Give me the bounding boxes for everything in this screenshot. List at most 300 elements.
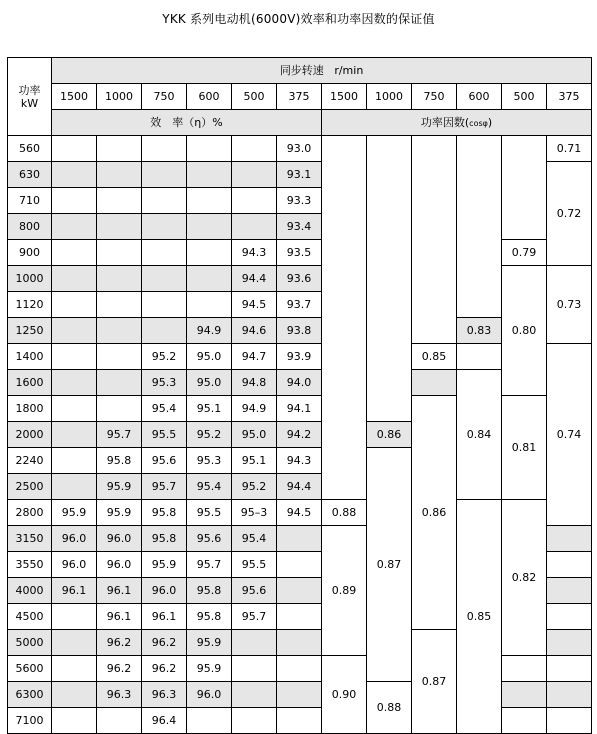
cell-text: 0.87 xyxy=(421,675,447,688)
cell-text: 95.7 xyxy=(241,610,267,623)
cell-text: 750 xyxy=(423,90,445,103)
cell-text: 96.0 xyxy=(106,532,132,545)
efficiency-cell xyxy=(97,422,142,448)
efficiency-cell xyxy=(277,396,322,422)
power-value xyxy=(8,162,52,188)
efficiency-cell xyxy=(187,604,232,630)
cell-text: 95.2 xyxy=(151,350,177,363)
cell-text: 95.9 xyxy=(106,506,132,519)
speed-value xyxy=(322,84,367,110)
cell-text: 1120 xyxy=(15,298,44,311)
efficiency-cell xyxy=(52,708,97,734)
efficiency-cell xyxy=(187,708,232,734)
efficiency-header xyxy=(52,110,322,136)
cell-text: 5600 xyxy=(15,662,44,675)
efficiency-cell xyxy=(97,162,142,188)
cell-text: 0.83 xyxy=(466,324,492,337)
cell-text: 710 xyxy=(19,194,40,207)
cell-text: 93.4 xyxy=(286,220,312,233)
efficiency-cell xyxy=(277,500,322,526)
efficiency-cell xyxy=(97,292,142,318)
efficiency-cell xyxy=(232,682,277,708)
speed-value xyxy=(412,84,457,110)
efficiency-cell xyxy=(277,214,322,240)
power-value xyxy=(8,630,52,656)
power-factor-cell xyxy=(547,266,592,344)
efficiency-cell xyxy=(142,292,187,318)
efficiency-cell xyxy=(142,240,187,266)
efficiency-cell xyxy=(277,344,322,370)
cell-text: 96.0 xyxy=(196,688,222,701)
power-value xyxy=(8,474,52,500)
efficiency-cell xyxy=(187,240,232,266)
power-factor-cell xyxy=(502,682,547,708)
cell-text: 95.2 xyxy=(196,428,222,441)
efficiency-cell xyxy=(97,240,142,266)
efficiency-cell xyxy=(277,422,322,448)
efficiency-cell xyxy=(97,448,142,474)
cell-text: 95.9 xyxy=(196,636,222,649)
efficiency-cell xyxy=(52,526,97,552)
cell-text: 95.6 xyxy=(196,532,222,545)
efficiency-cell xyxy=(232,578,277,604)
cell-text: 95.7 xyxy=(196,558,222,571)
efficiency-cell xyxy=(97,396,142,422)
cell-text: 93.1 xyxy=(286,168,312,181)
power-factor-cell xyxy=(547,162,592,266)
cell-text: 94.5 xyxy=(286,506,312,519)
efficiency-cell xyxy=(277,188,322,214)
cell-text: 1500 xyxy=(330,90,358,103)
cell-text: 95.6 xyxy=(151,454,177,467)
efficiency-cell xyxy=(97,682,142,708)
speed-unit: r/min xyxy=(334,64,364,77)
cell-text: 0.86 xyxy=(421,506,447,519)
efficiency-cell xyxy=(277,292,322,318)
cell-text: 0.72 xyxy=(556,207,582,220)
speed-value xyxy=(367,84,412,110)
cell-text: 94.5 xyxy=(241,298,267,311)
cell-text: 96.0 xyxy=(61,558,87,571)
efficiency-cell xyxy=(232,604,277,630)
cell-text: 95.9 xyxy=(106,480,132,493)
efficiency-cell xyxy=(52,448,97,474)
cell-text: 96.0 xyxy=(106,558,132,571)
speed-value xyxy=(52,84,97,110)
cell-text: 95.3 xyxy=(151,376,177,389)
power-value xyxy=(8,526,52,552)
speed-label: 同步转速 xyxy=(279,64,324,77)
efficiency-cell xyxy=(232,344,277,370)
power-header xyxy=(8,58,52,136)
cell-text: 600 xyxy=(468,90,490,103)
efficiency-cell xyxy=(52,162,97,188)
power-factor-cell xyxy=(547,136,592,162)
efficiency-cell xyxy=(232,552,277,578)
efficiency-cell xyxy=(187,396,232,422)
cell-text: 96.4 xyxy=(151,714,177,727)
efficiency-cell xyxy=(187,214,232,240)
efficiency-cell xyxy=(142,682,187,708)
efficiency-cell xyxy=(52,370,97,396)
power-value xyxy=(8,682,52,708)
power-factor-cell xyxy=(322,136,367,500)
efficiency-cell xyxy=(97,188,142,214)
efficiency-cell xyxy=(97,578,142,604)
cell-text: 95.0 xyxy=(241,428,267,441)
speed-value xyxy=(547,84,592,110)
cell-text: 95.8 xyxy=(196,584,222,597)
power-factor-cell xyxy=(457,344,502,370)
power-value xyxy=(8,240,52,266)
cell-text: 95.7 xyxy=(106,428,132,441)
efficiency-cell xyxy=(232,526,277,552)
cell-text: 96.0 xyxy=(151,584,177,597)
efficiency-cell xyxy=(142,630,187,656)
efficiency-cell xyxy=(142,266,187,292)
cell-text: 2000 xyxy=(15,428,44,441)
power-value xyxy=(8,448,52,474)
efficiency-cell xyxy=(97,344,142,370)
efficiency-cell xyxy=(142,526,187,552)
cell-text: 94.4 xyxy=(241,272,267,285)
efficiency-cell xyxy=(277,630,322,656)
cell-text: 96.2 xyxy=(151,662,177,675)
power-value xyxy=(8,656,52,682)
cell-text: 500 xyxy=(513,90,535,103)
cell-text: 95.0 xyxy=(196,376,222,389)
efficiency-cell xyxy=(187,552,232,578)
pf-symbol: cosφ xyxy=(469,118,488,128)
speed-value xyxy=(232,84,277,110)
cell-text: 1000 xyxy=(15,272,44,285)
power-factor-cell xyxy=(412,396,457,630)
cell-text: 95.0 xyxy=(196,350,222,363)
cell-text: 95.5 xyxy=(151,428,177,441)
cell-text: 93.5 xyxy=(286,246,312,259)
power-factor-cell xyxy=(547,526,592,552)
efficiency-cell xyxy=(97,214,142,240)
power-factor-cell xyxy=(412,136,457,344)
cell-text: 96.3 xyxy=(151,688,177,701)
efficiency-cell xyxy=(52,630,97,656)
cell-text: 3550 xyxy=(15,558,44,571)
cell-text: 375 xyxy=(288,90,310,103)
efficiency-cell xyxy=(97,526,142,552)
efficiency-cell xyxy=(187,422,232,448)
efficiency-cell xyxy=(277,552,322,578)
efficiency-cell xyxy=(277,474,322,500)
table-title: YKK 系列电动机(6000V)效率和功率因数的保证值 xyxy=(162,12,435,26)
cell-text: 600 xyxy=(198,90,220,103)
efficiency-cell xyxy=(187,630,232,656)
power-value xyxy=(8,318,52,344)
cell-text: 96.1 xyxy=(106,610,132,623)
efficiency-cell xyxy=(97,656,142,682)
cell-text: 95.8 xyxy=(196,610,222,623)
efficiency-cell xyxy=(142,318,187,344)
efficiency-pf-table xyxy=(7,57,592,734)
power-factor-cell xyxy=(367,422,412,448)
power-value xyxy=(8,266,52,292)
efficiency-cell xyxy=(187,448,232,474)
cell-text: 6300 xyxy=(15,688,44,701)
efficiency-cell xyxy=(232,162,277,188)
cell-text: 94.6 xyxy=(241,324,267,337)
efficiency-cell xyxy=(52,292,97,318)
efficiency-cell xyxy=(52,136,97,162)
cell-text: 0.73 xyxy=(556,298,582,311)
efficiency-cell xyxy=(232,708,277,734)
table-row xyxy=(8,708,592,734)
efficiency-cell xyxy=(232,292,277,318)
cell-text: 95.2 xyxy=(241,480,267,493)
cell-text: 96.1 xyxy=(151,610,177,623)
efficiency-cell xyxy=(232,474,277,500)
pf-label: 功率因数 xyxy=(420,115,465,129)
power-unit: kW xyxy=(20,96,39,110)
cell-text: 0.81 xyxy=(511,441,537,454)
header-row-speed xyxy=(8,58,592,84)
efficiency-cell xyxy=(142,344,187,370)
power-factor-cell xyxy=(547,578,592,604)
speed-value xyxy=(142,84,187,110)
table-row xyxy=(8,500,592,526)
cell-text: 560 xyxy=(19,142,40,155)
efficiency-cell xyxy=(277,162,322,188)
power-value xyxy=(8,500,52,526)
power-value xyxy=(8,396,52,422)
cell-text: 94.0 xyxy=(286,376,312,389)
cell-text: 500 xyxy=(243,90,265,103)
cell-text: 4500 xyxy=(15,610,44,623)
cell-text: 94.8 xyxy=(241,376,267,389)
cell-text: 95.9 xyxy=(196,662,222,675)
efficiency-cell xyxy=(277,656,322,682)
cell-text: 96.1 xyxy=(61,584,87,597)
cell-text: 95.1 xyxy=(196,402,222,415)
efficiency-cell xyxy=(142,370,187,396)
efficiency-cell xyxy=(97,136,142,162)
cell-text: 效 率（η）% xyxy=(150,116,223,129)
power-factor-cell xyxy=(322,526,367,656)
cell-text: 95.3 xyxy=(196,454,222,467)
table-row xyxy=(8,682,592,708)
cell-text: 2500 xyxy=(15,480,44,493)
power-factor-cell xyxy=(322,656,367,734)
efficiency-cell xyxy=(52,578,97,604)
cell-text: 94.9 xyxy=(196,324,222,337)
table-row xyxy=(8,396,592,422)
efficiency-cell xyxy=(277,526,322,552)
cell-text: 1250 xyxy=(15,324,44,337)
cell-text: 95.4 xyxy=(196,480,222,493)
efficiency-cell xyxy=(142,214,187,240)
cell-text: 2240 xyxy=(15,454,44,467)
power-factor-cell xyxy=(502,500,547,656)
efficiency-cell xyxy=(52,188,97,214)
power-factor-cell xyxy=(547,630,592,656)
efficiency-cell xyxy=(232,630,277,656)
speed-value xyxy=(187,84,232,110)
cell-text: 750 xyxy=(153,90,175,103)
cell-text: 95.7 xyxy=(151,480,177,493)
cell-text: 94.4 xyxy=(286,480,312,493)
efficiency-cell xyxy=(187,370,232,396)
power-factor-cell xyxy=(367,136,412,422)
cell-text: 0.88 xyxy=(376,701,402,714)
cell-text: 95.4 xyxy=(151,402,177,415)
efficiency-cell xyxy=(187,578,232,604)
cell-text: 94.1 xyxy=(286,402,312,415)
power-value xyxy=(8,708,52,734)
efficiency-cell xyxy=(52,344,97,370)
cell-text: 94.7 xyxy=(241,350,267,363)
efficiency-cell xyxy=(142,474,187,500)
efficiency-cell xyxy=(52,422,97,448)
efficiency-cell xyxy=(232,656,277,682)
cell-text: 1400 xyxy=(15,350,44,363)
power-factor-cell xyxy=(502,136,547,240)
efficiency-cell xyxy=(232,370,277,396)
efficiency-cell xyxy=(52,318,97,344)
power-factor-cell xyxy=(412,370,457,396)
power-factor-cell xyxy=(502,396,547,500)
power-label: 功率 xyxy=(18,83,41,97)
cell-text: 95.8 xyxy=(151,506,177,519)
power-value xyxy=(8,370,52,396)
efficiency-cell xyxy=(187,318,232,344)
efficiency-cell xyxy=(187,188,232,214)
efficiency-cell xyxy=(187,474,232,500)
cell-text: 0.85 xyxy=(421,350,447,363)
cell-text: 0.71 xyxy=(556,142,582,155)
power-factor-cell xyxy=(547,656,592,682)
power-value xyxy=(8,344,52,370)
efficiency-cell xyxy=(277,240,322,266)
efficiency-cell xyxy=(277,604,322,630)
efficiency-cell xyxy=(52,552,97,578)
cell-text: 0.86 xyxy=(376,428,402,441)
cell-text: 94.3 xyxy=(241,246,267,259)
speed-value xyxy=(97,84,142,110)
cell-text: 93.8 xyxy=(286,324,312,337)
efficiency-cell xyxy=(277,318,322,344)
cell-text: 93.7 xyxy=(286,298,312,311)
cell-text: 0.90 xyxy=(331,688,357,701)
efficiency-cell xyxy=(142,422,187,448)
cell-text: 95.5 xyxy=(196,506,222,519)
table-row xyxy=(8,240,592,266)
cell-text: 0.84 xyxy=(466,428,492,441)
power-value xyxy=(8,292,52,318)
cell-text: 96.3 xyxy=(106,688,132,701)
efficiency-cell xyxy=(97,266,142,292)
power-factor-cell xyxy=(547,344,592,526)
speed-value xyxy=(457,84,502,110)
efficiency-cell xyxy=(187,500,232,526)
efficiency-cell xyxy=(97,474,142,500)
power-factor-cell xyxy=(412,630,457,734)
power-factor-cell xyxy=(502,656,547,682)
efficiency-cell xyxy=(52,500,97,526)
cell-text: 95.8 xyxy=(106,454,132,467)
efficiency-cell xyxy=(97,604,142,630)
speed-value xyxy=(502,84,547,110)
cell-text: 95.9 xyxy=(151,558,177,571)
pf-paren-close: ) xyxy=(487,115,493,129)
power-factor-cell xyxy=(322,500,367,526)
efficiency-cell xyxy=(142,136,187,162)
power-factor-cell xyxy=(457,370,502,500)
power-factor-cell xyxy=(457,136,502,318)
power-value xyxy=(8,136,52,162)
cell-text: 3150 xyxy=(15,532,44,545)
pf-paren-open: ( xyxy=(464,115,470,129)
cell-text: 2800 xyxy=(15,506,44,519)
power-factor-cell xyxy=(502,266,547,396)
efficiency-cell xyxy=(142,708,187,734)
header-row-quantity xyxy=(8,110,592,136)
efficiency-cell xyxy=(232,136,277,162)
cell-text: 95.8 xyxy=(151,532,177,545)
speed-header xyxy=(52,58,592,84)
efficiency-cell xyxy=(232,240,277,266)
cell-text: 0.85 xyxy=(466,610,492,623)
cell-text: 93.6 xyxy=(286,272,312,285)
efficiency-cell xyxy=(52,474,97,500)
power-value xyxy=(8,214,52,240)
efficiency-cell xyxy=(52,656,97,682)
efficiency-cell xyxy=(277,682,322,708)
efficiency-cell xyxy=(232,396,277,422)
cell-text: 0.79 xyxy=(511,246,537,259)
power-factor-cell xyxy=(457,318,502,344)
power-factor-cell xyxy=(367,682,412,734)
cell-text: 95.6 xyxy=(241,584,267,597)
efficiency-cell xyxy=(232,422,277,448)
efficiency-cell xyxy=(277,370,322,396)
efficiency-cell xyxy=(97,708,142,734)
power-factor-cell xyxy=(502,240,547,266)
efficiency-cell xyxy=(97,318,142,344)
cell-text: 96.2 xyxy=(151,636,177,649)
efficiency-cell xyxy=(277,708,322,734)
cell-text: 900 xyxy=(19,246,40,259)
cell-text: 375 xyxy=(558,90,580,103)
speed-value xyxy=(277,84,322,110)
efficiency-cell xyxy=(142,500,187,526)
efficiency-cell xyxy=(232,214,277,240)
efficiency-cell xyxy=(187,266,232,292)
table-row xyxy=(8,656,592,682)
efficiency-cell xyxy=(142,188,187,214)
efficiency-cell xyxy=(52,240,97,266)
cell-text: 800 xyxy=(19,220,40,233)
cell-text: 96.1 xyxy=(106,584,132,597)
cell-text: 95.1 xyxy=(241,454,267,467)
efficiency-cell xyxy=(232,500,277,526)
cell-text: 0.88 xyxy=(331,506,357,519)
cell-text: 0.74 xyxy=(556,428,582,441)
cell-text: 96.2 xyxy=(106,636,132,649)
cell-text: 4000 xyxy=(15,584,44,597)
cell-text: 0.87 xyxy=(376,558,402,571)
efficiency-cell xyxy=(187,344,232,370)
efficiency-cell xyxy=(142,448,187,474)
efficiency-cell xyxy=(97,370,142,396)
efficiency-cell xyxy=(187,162,232,188)
